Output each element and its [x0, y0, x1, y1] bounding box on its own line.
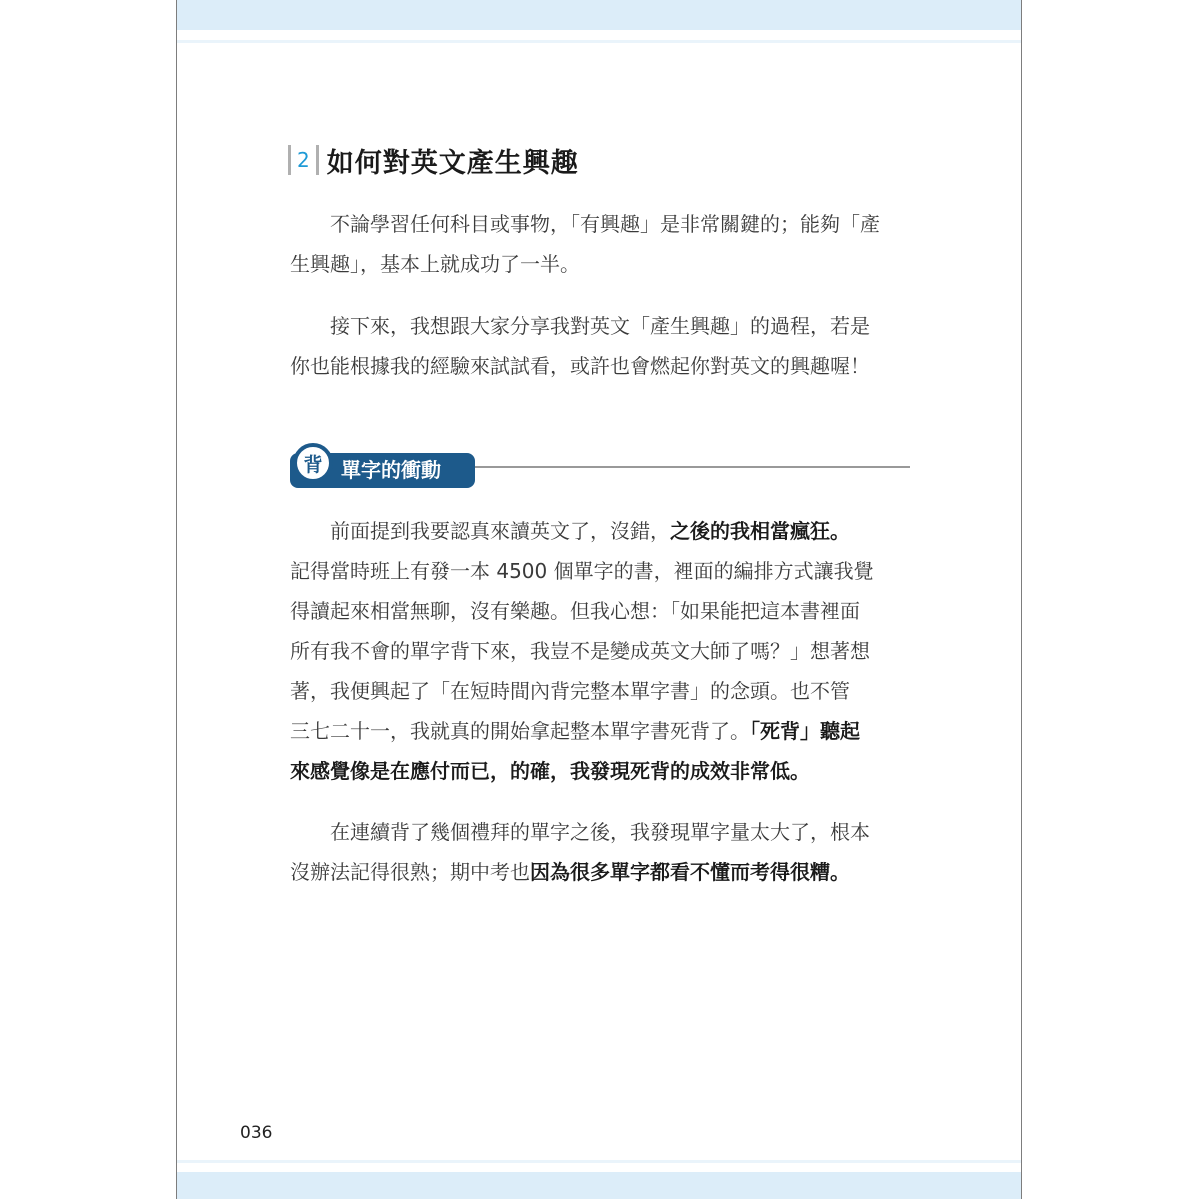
text-line: 你也能根據我的經驗來試試看，或許也會燃起你對英文的興趣喔！: [290, 354, 870, 378]
body-paragraph-1: [290, 511, 930, 791]
bottom-band: [177, 1172, 1021, 1199]
text-line: 來感覺像是在應付而已，的確，我發現死背的成效非常低。: [290, 759, 810, 783]
text-line: 三七二十一，我就真的開始拿起整本單字書死背了。「死背」聽起: [290, 719, 860, 743]
top-band: [177, 0, 1021, 30]
subheading-rule: [475, 466, 910, 468]
body-paragraph-2: [290, 812, 930, 892]
text-line: 不論學習任何科目或事物，「有興趣」是非常關鍵的；能夠「產: [330, 212, 880, 236]
bottom-band-line: [177, 1160, 1021, 1163]
section-heading: [288, 140, 579, 180]
text-line: 生興趣」，基本上就成功了一半。: [290, 252, 580, 276]
text-line: 記得當時班上有發一本 4500 個單字的書，裡面的編排方式讓我覺: [290, 559, 874, 583]
section-title: 如何對英文產生興趣: [326, 147, 579, 179]
top-band-line: [177, 40, 1021, 43]
subheading-badge: 背: [293, 443, 333, 483]
heading-bar-left: [288, 145, 291, 175]
page-number: 036: [240, 1123, 273, 1143]
text-line: 在連續背了幾個禮拜的單字之後，我發現單字量太大了，根本: [330, 820, 870, 844]
text-line: 前面提到我要認真來讀英文了，沒錯，之後的我相當瘋狂。: [330, 519, 850, 543]
text-line: 所有我不會的單字背下來，我豈不是變成英文大師了嗎？」想著想: [290, 639, 870, 663]
text-line: 接下來，我想跟大家分享我對英文「產生興趣」的過程，若是: [330, 314, 870, 338]
section-number: 2: [297, 148, 310, 172]
text-line: 得讀起來相當無聊，沒有樂趣。但我心想：「如果能把這本書裡面: [290, 599, 860, 623]
heading-bar-right: [316, 145, 319, 175]
intro-paragraph-2: [290, 306, 930, 386]
subheading-label: 單字的衝動: [341, 458, 441, 482]
subheading: [290, 443, 910, 488]
text-line: 著，我便興起了「在短時間內背完整本單字書」的念頭。也不管: [290, 679, 850, 703]
text-line: 沒辦法記得很熟；期中考也因為很多單字都看不懂而考得很糟。: [290, 860, 850, 884]
intro-paragraph-1: [290, 204, 930, 284]
